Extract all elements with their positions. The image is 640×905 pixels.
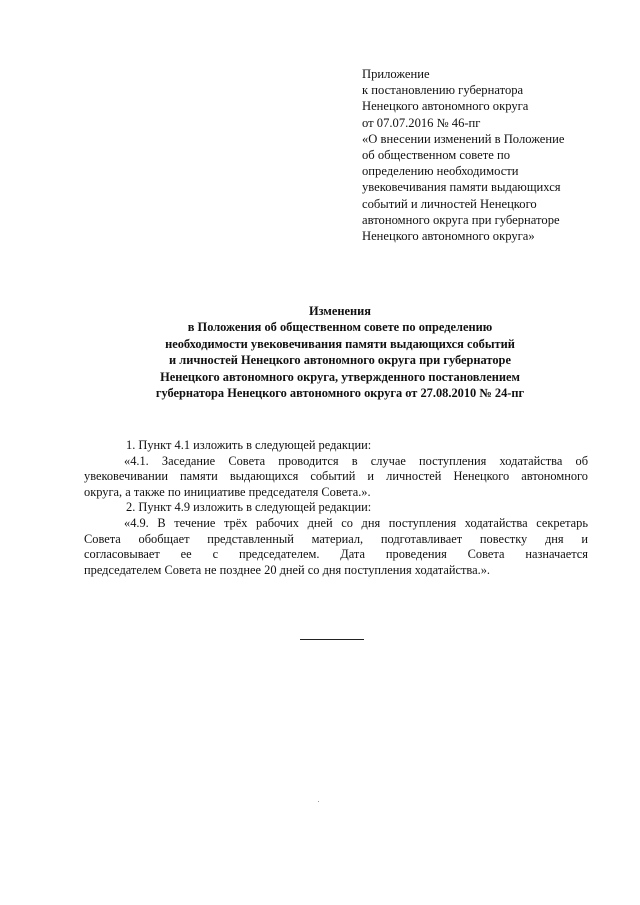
item-1-heading: 1. Пункт 4.1 изложить в следующей редакции:: [126, 438, 372, 452]
appendix-line: Приложение: [362, 67, 430, 81]
appendix-line: увековечивания памяти выдающихся: [362, 180, 561, 195]
quote-2-line: Совета обобщает представленный материал, подготавливает повестку дня и: [84, 531, 588, 546]
appendix-line: «О внесении изменений в Положение: [362, 131, 565, 146]
appendix-line: Ненецкого автономного округа: [362, 99, 529, 114]
document-body: [84, 438, 588, 578]
appendix-line: автономного округа при губернаторе: [362, 212, 560, 227]
title-line: и личностей Ненецкого автономного округа при губернаторе: [169, 353, 511, 368]
title-line: в Положения об общественном совете по определению: [187, 320, 493, 335]
quote-2-line: «4.9. В течение трёх рабочих дней со дня поступления ходатайства секретарь: [124, 515, 588, 530]
quote-1-line: «4.1. Заседание Совета проводится в случае поступления ходатайства об: [124, 453, 588, 468]
quote-2-line: председателем Совета не позднее 20 дней со дня поступления ходатайства.».: [84, 562, 490, 577]
quote-1-line: увековечивании памяти выдающихся событий и личностей Ненецкого автономного: [84, 469, 588, 484]
title-line: губернатора Ненецкого автономного округа от 27.08.2010 № 24-пг: [155, 386, 525, 401]
appendix-line: событий и личностей Ненецкого: [362, 196, 537, 211]
appendix-line: от 07.07.2016 № 46-пг: [362, 115, 481, 130]
title-line: Ненецкого автономного округа, утвержденного постановлением: [160, 369, 520, 384]
quote-1-line: округа, а также по инициативе председателя Совета.».: [84, 484, 371, 499]
appendix-header: [362, 66, 612, 244]
separator-line: [300, 639, 364, 640]
document-title: [60, 303, 620, 401]
quote-2-line: согласовывает ее с председателем. Дата проведения Совета назначается: [84, 547, 588, 562]
appendix-line: определению необходимости: [362, 164, 519, 179]
scan-speck: [318, 801, 319, 802]
title-line: Изменения: [308, 304, 371, 318]
title-line: необходимости увековечивания памяти выдающихся событий: [165, 336, 515, 351]
appendix-line: Ненецкого автономного округа»: [362, 229, 535, 244]
appendix-line: об общественном совете по: [362, 148, 510, 163]
item-2-heading: 2. Пункт 4.9 изложить в следующей редакции:: [126, 500, 372, 515]
appendix-line: к постановлению губернатора: [362, 83, 524, 98]
